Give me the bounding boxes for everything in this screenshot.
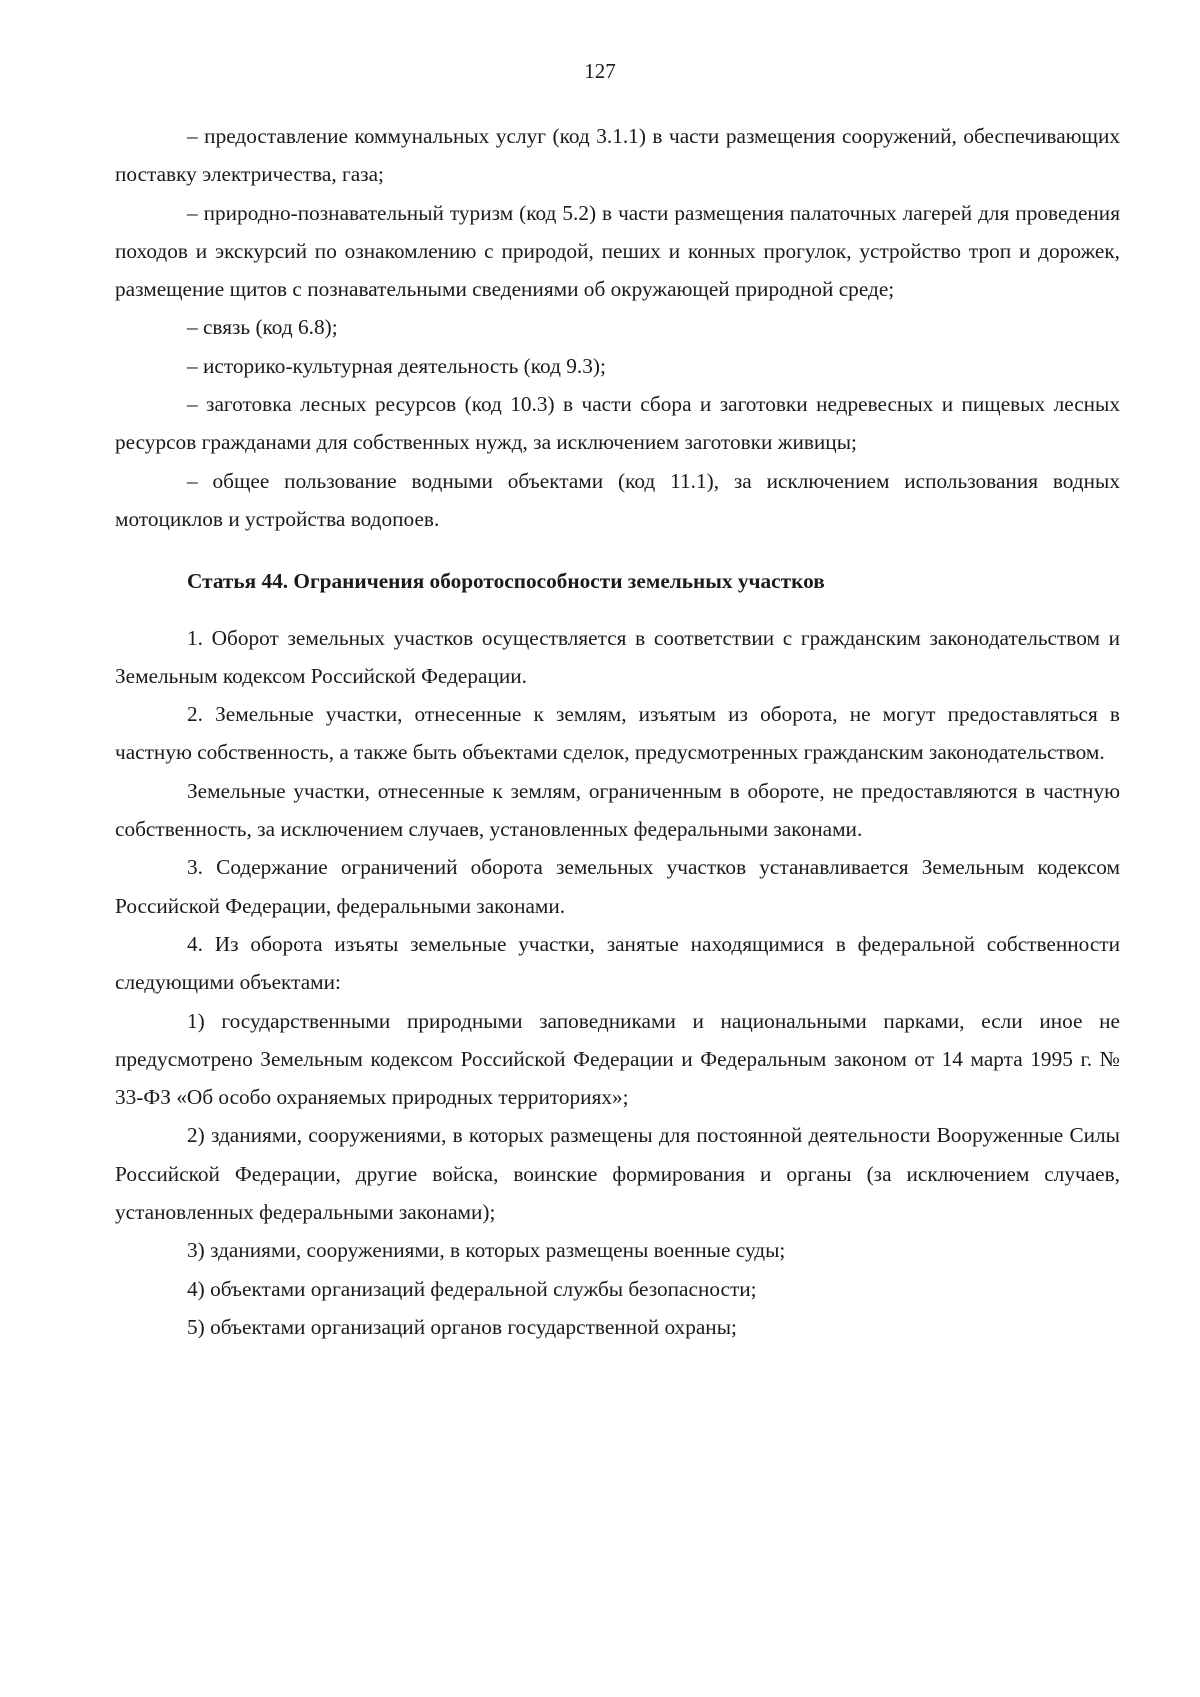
article-paragraph: 3. Содержание ограничений оборота земельных участков устанавливается Земельным кодексом Российской Федерации, федеральными законами. [115,855,1120,918]
article-paragraph: 2. Земельные участки, отнесенные к землям, изъятым из оборота, не могут предоставляться в частную собственность, а также быть объектами сделок, предусмотренных гражданским законодательством. [115,702,1120,765]
page-number: 127 [584,59,616,83]
article-subitem: 2) зданиями, сооружениями, в которых размещены для постоянной деятельности Вооруженные Силы Российской Федерации, другие войска, воинские формирования и органы (за исключением случаев, установленных федеральными законами); [115,1123,1120,1225]
article-paragraph: 1. Оборот земельных участков осуществляется в соответствии с гражданским законодательством и Земельным кодексом Российской Федерации. [115,625,1120,688]
list-item: – природно-познавательный туризм (код 5.2) в части размещения палаточных лагерей для проведения походов и экскурсий по ознакомлению с природой, пеших и конных прогулок, устройство троп и дорожек, размещение щитов с познавательными сведениями об окружающей природной среде; [115,200,1120,302]
list-item: – связь (код 6.8); [187,315,338,340]
article-heading: Статья 44. Ограничения оборотоспособности земельных участков [187,569,825,594]
list-item: – предоставление коммунальных услуг (код 3.1.1) в части размещения сооружений, обеспечивающих поставку электричества, газа; [115,124,1120,187]
article-subitem: 5) объектами организаций органов государственной охраны; [187,1314,737,1339]
list-item: – историко-культурная деятельность (код 9.3); [187,353,606,378]
article-paragraph: Земельные участки, отнесенные к землям, ограниченным в обороте, не предоставляются в частную собственность, за исключением случаев, установленных федеральными законами. [115,778,1120,842]
document-body [115,117,1120,1346]
article-subitem: 3) зданиями, сооружениями, в которых размещены военные суды; [187,1238,786,1263]
list-item: – заготовка лесных ресурсов (код 10.3) в части сбора и заготовки недревесных и пищевых лесных ресурсов гражданами для собственных нужд, за исключением заготовки живицы; [115,392,1120,455]
article-paragraph: 4. Из оборота изъяты земельные участки, занятые находящимися в федеральной собственности следующими объектами: [115,931,1120,995]
article-subitem: 4) объектами организаций федеральной службы безопасности; [187,1276,757,1301]
article-subitem: 1) государственными природными заповедниками и национальными парками, если иное не предусмотрено Земельным кодексом Российской Федерации и Федеральным законом от 14 марта 1995 г. № 33-ФЗ «Об особо охраняемых природных территориях»; [115,1008,1120,1110]
list-item: – общее пользование водными объектами (код 11.1), за исключением использования водных мотоциклов и устройства водопоев. [115,468,1120,531]
